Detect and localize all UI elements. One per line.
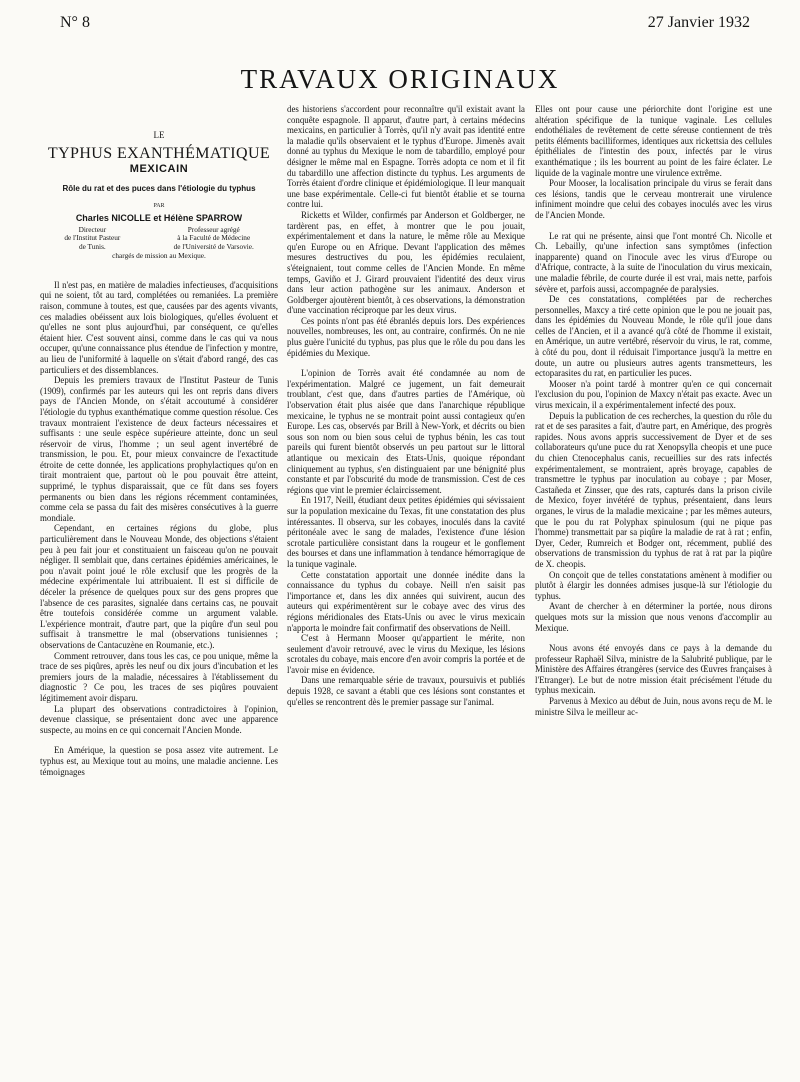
paragraph: La plupart des observations contradictoires à l'opinion, devenue classique, se présentaient donc avec une apparence suspecte, au moins en ce qui concernait l'Ancien Monde. bbox=[40, 703, 278, 735]
affiliation-nicolle bbox=[40, 226, 145, 251]
paragraph: Avant de chercher à en déterminer la portée, nous dirons quelques mots sur la mission que nous venons d'accomplir au Mexique. bbox=[535, 601, 772, 633]
paragraph: De ces constatations, complétées par de recherches personnelles, Maxcy a tiré cette opinion que le pou ne jouait pas, dans les épidémies du Nouveau Monde, le rôle qu'il joue dans celles de l'Ancien, et il a avancé qu'à côté de l'homme il existait, en Amérique, un autre vertébré, réservoir du virus, le rat, comme, à côté du pou, dont il réduisait l'importance jusqu'à la mettre en doute, un autre ou plusieurs autres agents transmetteurs, les ectoparasites du rat, en particulier les puces. bbox=[535, 294, 772, 379]
article-le: LE bbox=[153, 130, 165, 140]
paragraph: Dans une remarquable série de travaux, poursuivis et publiés depuis 1928, ce savant a établi que ces lésions sont constantes et qu'elles se rencontrent dès le premier passage sur l'animal. bbox=[287, 675, 525, 707]
paragraph: Mooser n'a point tardé à montrer qu'en ce qui concernait l'exclusion du pou, l'opinion de Maxcy n'était pas exacte. Avec un virus mexicain, il a expérimentalement infecté des poux. bbox=[535, 378, 772, 411]
affiliation-line: de l'Institut Pasteur bbox=[64, 233, 121, 243]
paragraph: Le rat qui ne présente, ainsi que l'ont montré Ch. Nicolle et Ch. Lebailly, qu'une infection sans symptômes (infection inapparente) quand on l'inocule avec les virus d'Europe ou d'Afrique, contracte, à la suite de l'inoculation du virus mexicain, une maladie fébrile, de courte durée il est vrai, mais nette, parfois sévère et, parfois aussi, accompagnée de paralysies. bbox=[535, 230, 772, 294]
mission-footnote: chargés de mission au Mexique. bbox=[112, 251, 206, 261]
article-par: PAR bbox=[153, 202, 165, 209]
paragraph: Cependant, en certaines régions du globe, plus particulièrement dans le Nouveau Monde, des objections s'étaient peu à peu fait jour et constituaient un faisceau qu'on ne pouvait négliger. Il semblait que, dans certaines épidémies américaines, le pou n'avait point joué le rôle exclusif que les progrès de la médecine expérimentale lui attribuaient. Il est si difficile de déceler la présence de quelques poux sur des gens propres que l'absence de ces parasites, signalée dans certains cas, ne pouvait être toutefois considérée comme un argument valable. L'expérience montrait, d'autre part, que la piqûre d'un seul pou suffisait à transmettre le mal (observations tunisiennes ; observations de Cantacuzène en Roumanie, etc.). bbox=[40, 523, 278, 650]
paragraph: On conçoit que de telles constatations amènent à modifier ou plutôt à élargir les données admises jusque-là sur l'étiologie du typhus. bbox=[535, 569, 772, 601]
paragraph: Ricketts et Wilder, confirmés par Anderson et Goldberger, ne tardèrent pas, en effet, à montrer que le pou jouait, expérimentalement et dans la nature, le même rôle au Mexique qu'en Europe ou en Afrique. Devant l'application des mêmes mesures destructives du pou, les épidémies reculaient, s'éteignaient, tout comme celles de l'Ancien Monde. En même temps, Gaviño et J. Girard prouvaient l'identité des deux virus dans leur action pathogène sur les animaux. Anderson et Goldberger ajoutèrent bientôt, à ces observations, la démonstration d'une vaccination réciproque par les deux virus. bbox=[287, 209, 525, 316]
paragraph: Ces points n'ont pas été ébranlés depuis lors. Des expériences nouvelles, nombreuses, les ont, au contraire, confirmés. On ne nie plus guère l'unicité du typhus, pas plus que le rôle du pou dans les épidémies du Mexique. bbox=[287, 315, 525, 358]
paragraph: Parvenus à Mexico au début de Juin, nous avons reçu de M. le ministre Silva le meilleur ac- bbox=[535, 696, 772, 717]
article-description: Rôle du rat et des puces dans l'étiologie du typhus bbox=[62, 184, 256, 194]
paragraph: En 1917, Neill, étudiant deux petites épidémies qui sévissaient sur la population mexicaine du Texas, fit une constatation des plus intéressantes. Il observa, sur les cobayes, inoculés dans la cavité péritonéale avec le sang de malades, l'existence d'une lésion scrotale particulière consistant dans la rougeur et le gonflement des bourses et dans une inflammation à tendance hémorragique de la tunique vaginale. bbox=[287, 495, 525, 569]
paragraph: Il n'est pas, en matière de maladies infectieuses, d'acquisitions qui ne soient, tôt au tard, complétées ou remaniées. La première raison, commune à toutes, est que, causées par des agents vivants, ces maladies obéissent aux lois biologiques, qu'elles évoluent et qu'elles ne sont plus aujourd'hui, par conséquent, ce qu'elles étaient hier. C'est souvent ainsi, comme dans le cas qui va nous occuper, qu'une connaissance plus étendue de l'infection y montre, au lieu de l'uniformité à laquelle on s'était d'abord rangé, des cas particuliers et des dissemblances. bbox=[40, 279, 278, 375]
paragraph: Depuis les premiers travaux de l'Institut Pasteur de Tunis (1909), confirmés par les auteurs qui les ont repris dans divers pays de l'Ancien Monde, on s'était accoutumé à considérer l'étiologie du typhus exanthématique comme question résolue. Ces travaux montraient l'existence de deux facteurs nécessaires et suffisants : une seule espèce supérieure atteinte, donc un seul réservoir de virus, l'homme ; un seul agent invertébré de transmission, le pou. Et, pour mieux convaincre de l'exactitude étroite de cette donnée, les applications prophylactiques qu'on en tirait montraient que, partout où le pou pouvait être atteint, supprimé, le typhus disparaissait, que ce fût dans ses foyers permanents ou bien dans les régions récemment contaminées, comme cela se passa du fait des misères consécutives à la guerre mondiale. bbox=[40, 375, 278, 523]
article-header bbox=[40, 130, 278, 262]
article-subtitle: MEXICAIN bbox=[129, 162, 189, 175]
affiliation-line: de Tunis. bbox=[78, 241, 106, 251]
affiliation-line: Directeur bbox=[78, 224, 107, 234]
paragraph: Nous avons été envoyés dans ce pays à la demande du professeur Raphaël Silva, ministre de la Salubrité publique, par le Ministère des Affaires étrangères (service des Œuvres françaises à l'Etranger). Le but de notre mission était précisément l'étude du typhus mexicain. bbox=[535, 643, 772, 696]
paragraph: Depuis la publication de ces recherches, la question du rôle du rat et de ses parasites a fait, d'autre part, en Amérique, des progrès rapides. Nous avons appris successivement de Dyer et de ses collaborateurs qu'une puce du rat Xenopsylla cheopis et une puce du chien Ctenocephalus canis, recueillies sur des rats infectés expérimentalement, se montraient, après broyage, capables de transmettre le typhus par inoculation au cobaye ; par Moser, Castañeda et Zinsser, que des rats, capturés dans la prison civile de Mexico, foyer invétéré de typhus, présentaient, dans leurs organes, le virus de la maladie mexicaine ; par les mêmes auteurs, que le pou du rat Polyphax spinulosum (qui ne pique pas l'homme) transmettait par sa piqûre la maladie de rat à rat ; enfin, Dyer, Ceder, Rumreich et Bodger ont, récemment, publié des observations de transmission du typhus de rat à rat par la piqûre de X. cheopis. bbox=[535, 410, 772, 569]
issue-date: 27 Janvier 1932 bbox=[647, 14, 750, 31]
paragraph: Comment retrouver, dans tous les cas, ce pou unique, même la trace de ses piqûres, après les neuf ou dix jours d'incubation et les premiers jours de la maladie, nécessaires à l'établissement du diagnostic ? Ce pou, les traces de ses piqûres pouvaient légitimement avoir disparu. bbox=[40, 650, 278, 703]
paragraph: C'est à Hermann Mooser qu'appartient le mérite, non seulement d'avoir retrouvé, avec le virus du Mexique, les lésions scrotales du cobaye, mais encore d'en avoir compris la portée et de l'avoir mise en évidence. bbox=[287, 633, 525, 675]
affiliation-line: Professeur agrégé bbox=[187, 224, 240, 234]
column-1 bbox=[40, 108, 278, 1076]
paragraph: Cette constatation apportait une donnée inédite dans la connaissance du typhus du cobaye. Neill n'en saisit pas l'importance et, dans les dix années qui suivirent, aucun des auteurs qui expérimentèrent sur le cobaye avec des virus des régions méridionales des Etats-Unis ou avec le virus mexicain n'apporta le moindre fait confirmatif des observations de Neill. bbox=[287, 569, 525, 633]
issue-number: N° 8 bbox=[60, 14, 90, 31]
paragraph: En Amérique, la question se posa assez vite autrement. Le typhus est, au Mexique tout au moins, une maladie ancienne. Les témoignages bbox=[40, 745, 278, 777]
paragraph: Elles ont pour cause une périorchite dont l'origine est une altération spécifique de la tunique vaginale. Les cellules endothéliales de revêtement de cette séreuse contiennent de très petits éléments bacilliformes, identiques aux rickettsia des cellules épithéliales de l'intestin des poux, infectés par le virus exanthématique ; ils les bourrent au point de les faire éclater. Le liquide de la vaginale montre une virulence extrême. bbox=[535, 104, 772, 178]
affiliation-line: de l'Université de Varsovie. bbox=[173, 241, 254, 251]
affiliation-line: à la Faculté de Médecine bbox=[177, 233, 251, 243]
affiliation-sparrow bbox=[149, 226, 278, 251]
paragraph: L'opinion de Torrès avait été condamnée au nom de l'expérimentation. Malgré ce jugement, un fait demeurait troublant, c'est que, dans d'autres parties de l'Amérique, où l'observation était plus aisée que dans l'anarchique république mexicaine, le typhus ne se montrait point aussi contagieux qu'en Europe. Les cas, observés par Brill à New-York, et décrits ou bien sous son nom ou bien sous celui de typhus bénin, les cas tout pareils qui furent bientôt observés un peu partout sur le littoral atlantique ou mexicain des Etats-Unis, quoique répondant cliniquement au typhus, s'en distinguaient par une bénignité plus constante et par l'obscurité du mode de transmission. C'est de ces régions que vint le premier éclaircissement. bbox=[287, 368, 525, 495]
column-2 bbox=[287, 104, 525, 1076]
column-3 bbox=[535, 104, 772, 1076]
article-authors: Charles NICOLLE et Hélène SPARROW bbox=[75, 213, 243, 224]
paragraph: Pour Mooser, la localisation principale du virus se ferait dans ces lésions, tandis que le cerveau montrerait une virulence infiniment moindre que celui des cobayes inoculés avec les virus de l'Ancien Monde. bbox=[535, 178, 772, 220]
author-affiliations bbox=[40, 226, 278, 251]
paragraph: des historiens s'accordent pour reconnaître qu'il existait avant la conquête espagnole. Il apparut, d'autre part, à certains médecins mexicains, en particulier à Torrès, qu'il n'y avait pas identité entre la maladie qu'ils observaient et le typhus d'Europe. Jimenès avait donné au typhus du Mexique le nom de tabardillo, employé pour désigner le même mal en Espagne. Torrès adopta ce nom et il fit du tabardillo une affection distincte du typhus. Les arguments de Torrès étaient d'ordre clinique et épidémiologique. Il leur manquait une base expérimentale. Celle-ci fut bientôt établie et se tourna contre lui. bbox=[287, 104, 525, 210]
section-title: TRAVAUX ORIGINAUX bbox=[240, 64, 560, 94]
article-title: TYPHUS EXANTHÉMATIQUE bbox=[47, 144, 271, 162]
